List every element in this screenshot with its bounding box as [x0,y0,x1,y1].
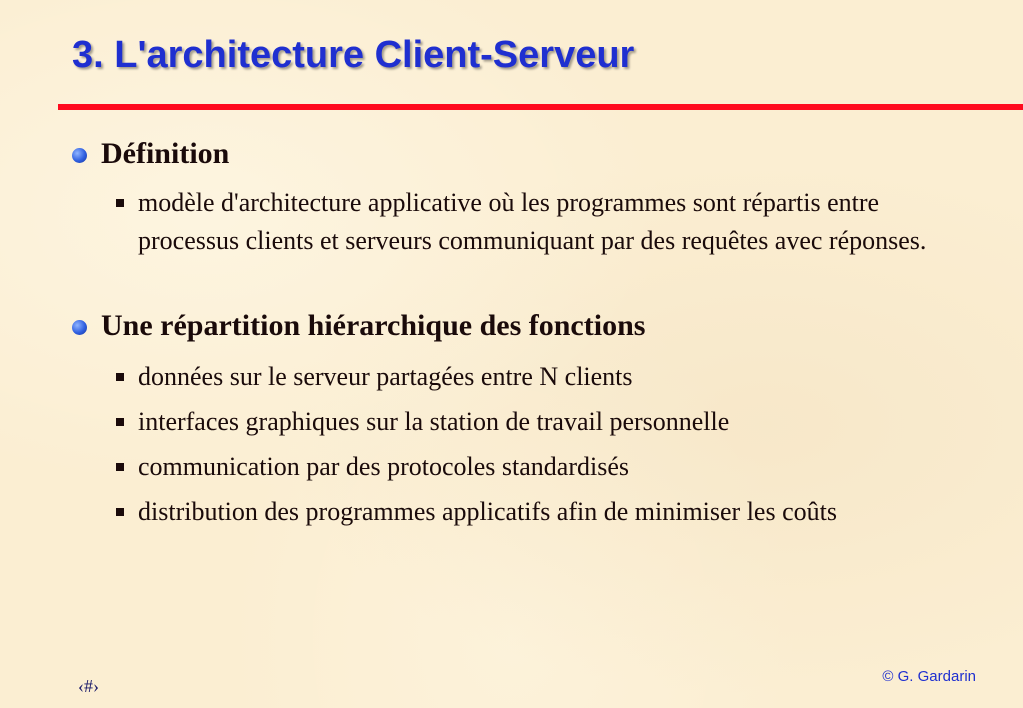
title-divider [58,104,1023,110]
copyright-notice: © G. Gardarin [882,668,976,685]
section-heading-label: Définition [101,137,230,170]
section-heading-repartition [72,309,645,343]
section-heading-definition [72,137,229,171]
square-bullet-icon [116,418,124,426]
list-item-text: interfaces graphiques sur la station de travail personnelle [138,407,730,436]
list-item-text: modèle d'architecture applicative où les programmes sont répartis entre processus clients et serveurs communiquant par des requêtes avec réponses. [138,188,927,255]
square-bullet-icon [116,373,124,381]
list-item [116,493,928,531]
round-bullet-icon [72,320,87,335]
square-bullet-icon [116,199,124,207]
square-bullet-icon [116,508,124,516]
round-bullet-icon [72,148,87,163]
list-item [116,358,978,396]
list-item [116,184,978,260]
list-item-text: communication par des protocoles standardisés [138,452,629,481]
slide-number: ‹#› [78,676,99,696]
list-item-text: données sur le serveur partagées entre N clients [138,362,633,391]
list-item-text: distribution des programmes applicatifs afin de minimiser les coûts [138,497,837,526]
slide-title: 3. L'architecture Client-Serveur [72,34,635,76]
section-heading-label: Une répartition hiérarchique des fonctions [101,309,646,342]
list-item [116,403,978,441]
square-bullet-icon [116,463,124,471]
list-item [116,448,978,486]
